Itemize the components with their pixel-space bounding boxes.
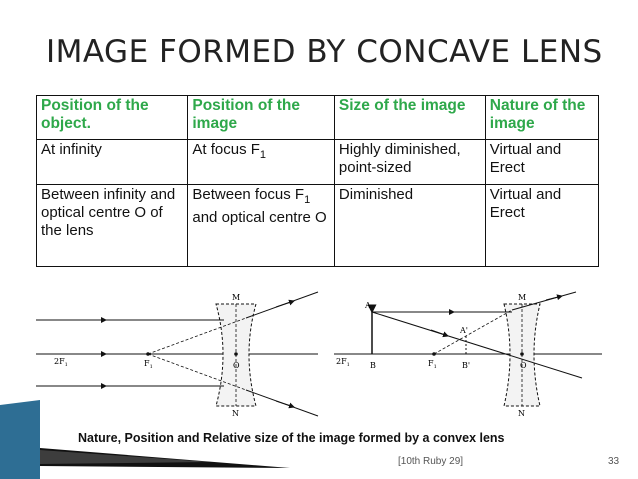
label-2f: $2F_1$ — [336, 357, 350, 368]
cell-image-position — [188, 184, 335, 267]
cell-image-size: Highly diminished, point-sized — [334, 140, 485, 184]
page-number: 33 — [608, 456, 620, 467]
optical-centre — [234, 352, 238, 356]
label-m: M — [518, 293, 527, 302]
label-o: O — [520, 361, 527, 370]
subscript: 1 — [304, 193, 311, 206]
blue-accent-shape — [0, 400, 40, 479]
cell-image-size: Diminished — [334, 184, 485, 267]
table-row — [37, 140, 599, 184]
arrow — [276, 301, 294, 307]
cell-image-position — [188, 140, 335, 184]
label-f: $F_1$ — [144, 359, 153, 370]
cell-text: Between focus F — [192, 185, 305, 203]
focus-point — [146, 352, 150, 356]
label-f: $F_1$ — [428, 359, 437, 370]
label-b: B — [370, 361, 376, 370]
cell-image-nature: Virtual and Erect — [485, 184, 598, 267]
header-image-position: Position of the image — [188, 96, 335, 140]
ray-through-centre — [372, 312, 582, 378]
header-object-position: Position of the object. — [37, 96, 188, 140]
cell-object-position: At infinity — [37, 140, 188, 184]
cell-text: At focus F — [192, 141, 260, 159]
subscript: 1 — [259, 149, 267, 162]
label-o: O — [233, 361, 240, 370]
focus-point — [432, 352, 436, 356]
arrow — [546, 296, 562, 300]
right-ray-diagram — [334, 292, 602, 418]
label-n: N — [518, 409, 525, 418]
header-image-size: Size of the image — [334, 96, 485, 140]
label-n: N — [232, 409, 239, 418]
virtual-ray — [434, 310, 512, 354]
label-2f: $2F_1$ — [54, 357, 68, 368]
table-row — [37, 184, 599, 267]
page-title: IMAGE FORMED BY CONCAVE LENS — [46, 34, 603, 70]
cell-text: and optical centre O — [192, 208, 327, 226]
corner-decoration — [0, 390, 300, 479]
header-image-nature: Nature of the image — [485, 96, 598, 140]
label-b-prime: B' — [462, 361, 471, 370]
lens-table — [36, 95, 599, 267]
cell-object-position: Between infinity and optical centre O of the lens — [37, 184, 188, 267]
optical-centre — [520, 352, 524, 356]
diagram-caption: Nature, Position and Relative size of the image formed by a convex lens — [78, 431, 505, 445]
arrow — [431, 330, 448, 336]
footer-source: [10th Ruby 29] — [398, 456, 464, 467]
label-m: M — [232, 293, 241, 302]
label-a: A — [365, 301, 371, 310]
table-header-row — [37, 96, 599, 140]
label-a-prime: A' — [460, 326, 468, 335]
gray-wedge-shape — [40, 450, 210, 464]
cell-image-nature: Virtual and Erect — [485, 140, 598, 184]
